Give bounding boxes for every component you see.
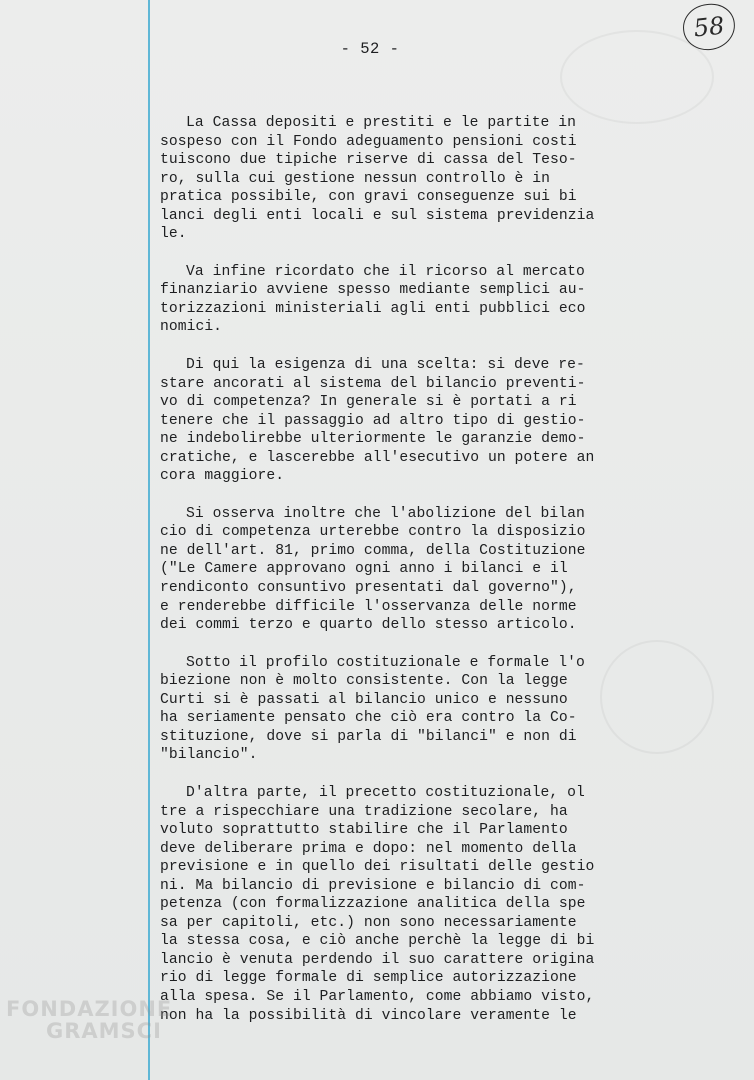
- text-line: cora maggiore.: [160, 468, 285, 485]
- text-line: Va infine ricordato che il ricorso al mercato: [186, 263, 585, 280]
- text-line: petenza (con formalizzazione analitica della spe: [160, 896, 586, 913]
- text-line: ("Le Camere approvano ogni anno i bilanci e il: [160, 561, 568, 578]
- text-line: rendiconto consuntivo presentati dal governo"),: [160, 580, 577, 597]
- text-line: le.: [160, 226, 187, 243]
- text-line: D'altra parte, il precetto costituzionale, ol: [186, 784, 585, 801]
- paragraph: [160, 114, 600, 244]
- text-line: finanziario avviene spesso mediante semplici au-: [160, 282, 586, 299]
- text-line: deve deliberare prima e dopo: nel momento della: [160, 840, 577, 857]
- text-line: ne indebolirebbe ulteriormente le garanzie demo-: [160, 431, 586, 448]
- text-line: cio di competenza urterebbe contro la disposizio: [160, 524, 586, 541]
- text-line: cratiche, e lascerebbe all'esecutivo un potere an: [160, 449, 595, 466]
- paragraph: [160, 505, 600, 635]
- page-number: - 52 -: [340, 40, 400, 58]
- text-line: Sotto il profilo costituzionale e formale l'o: [186, 654, 585, 671]
- background-stain: [600, 640, 714, 754]
- text-line: tuiscono due tipiche riserve di cassa del Teso-: [160, 152, 577, 169]
- text-line: sospeso con il Fondo adeguamento pensioni costi: [160, 133, 577, 150]
- text-line: voluto soprattutto stabilire che il Parlamento: [160, 822, 568, 839]
- text-line: stituzione, dove si parla di "bilanci" e non di: [160, 728, 577, 745]
- text-line: vo di competenza? In generale si è portati a ri: [160, 394, 577, 411]
- text-line: ni. Ma bilancio di previsione e bilancio di com-: [160, 877, 586, 894]
- text-line: e renderebbe difficile l'osservanza delle norme: [160, 598, 577, 615]
- text-line: alla spesa. Se il Parlamento, come abbiamo visto,: [160, 988, 595, 1005]
- watermark-line-1: FONDAZIONE: [6, 997, 173, 1021]
- text-line: "bilancio".: [160, 747, 258, 764]
- text-line: tenere che il passaggio ad altro tipo di gestio-: [160, 412, 586, 429]
- text-line: ne dell'art. 81, primo comma, della Costituzione: [160, 542, 586, 559]
- text-line: non ha la possibilità di vincolare veramente le: [160, 1007, 577, 1024]
- text-line: stare ancorati al sistema del bilancio preventi-: [160, 375, 586, 392]
- paragraph: [160, 356, 600, 486]
- text-line: sa per capitoli, etc.) non sono necessariamente: [160, 914, 577, 931]
- text-line: biezione non è molto consistente. Con la legge: [160, 673, 568, 690]
- text-line: ha seriamente pensato che ciò era contro la Co-: [160, 710, 577, 727]
- text-line: tre a rispecchiare una tradizione secolare, ha: [160, 803, 568, 820]
- text-line: lanci degli enti locali e sul sistema previdenzia: [160, 207, 595, 224]
- text-line: dei commi terzo e quarto dello stesso articolo.: [160, 617, 577, 634]
- stamp-number: 58: [692, 11, 726, 43]
- text-line: Curti si è passati al bilancio unico e nessuno: [160, 691, 568, 708]
- text-line: torizzazioni ministeriali agli enti pubblici eco: [160, 300, 586, 317]
- text-line: lancio è venuta perdendo il suo carattere origina: [160, 951, 595, 968]
- text-line: pratica possibile, con gravi conseguenze sui bi: [160, 189, 577, 206]
- watermark-logo: [6, 998, 172, 1042]
- paragraph: [160, 263, 600, 337]
- text-line: La Cassa depositi e prestiti e le partite in: [186, 115, 577, 131]
- text-line: Di qui la esigenza di una scelta: si deve re-: [186, 357, 585, 374]
- paragraph: [160, 784, 600, 1025]
- paragraph: [160, 654, 600, 765]
- text-line: Si osserva inoltre che l'abolizione del bilan: [186, 505, 585, 522]
- body-text: [160, 95, 600, 1025]
- text-line: rio di legge formale di semplice autorizzazione: [160, 970, 577, 987]
- text-line: nomici.: [160, 319, 223, 336]
- margin-line: [148, 0, 150, 1080]
- text-line: previsione e in quello dei risultati delle gestio: [160, 859, 595, 876]
- watermark-line-2: GRAMSCI: [46, 1019, 162, 1043]
- text-line: ro, sulla cui gestione nessun controllo è in: [160, 170, 551, 187]
- text-line: la stessa cosa, e ciò anche perchè la legge di bi: [160, 933, 595, 950]
